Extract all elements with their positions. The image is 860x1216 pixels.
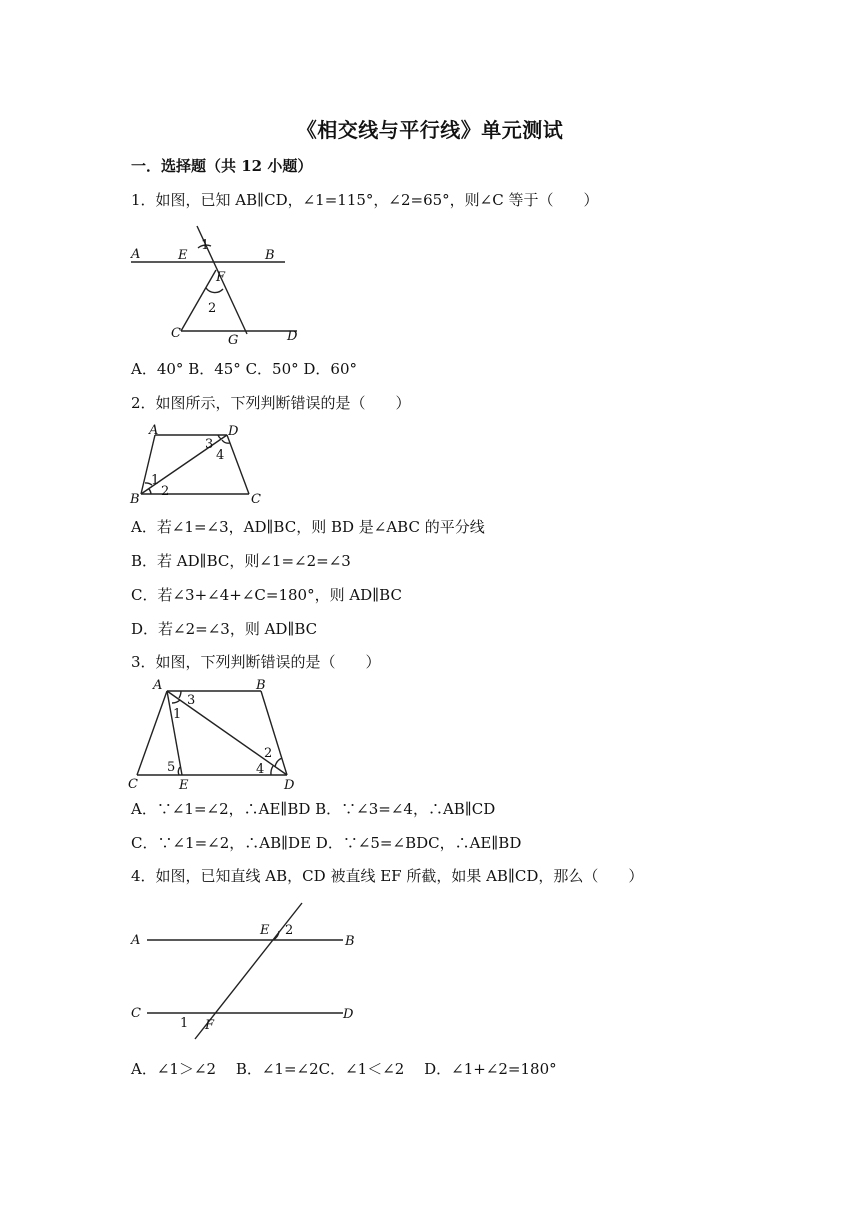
fig1-label-e: E: [178, 248, 188, 263]
question-1-figure: [125, 222, 305, 350]
fig1-label-2: 2: [208, 301, 217, 316]
fig3-label-d: D: [284, 778, 295, 793]
fig3-label-4: 4: [256, 762, 265, 777]
fig4-label-d: D: [343, 1007, 354, 1022]
fig4-label-b: B: [345, 934, 355, 949]
fig4-label-e: E: [260, 923, 270, 938]
question-2-stem: 2．如图所示，下列判断错误的是（ ）: [131, 394, 411, 412]
question-3-options-ab: A．∵∠1=∠2，∴AE∥BD B．∵∠3=∠4，∴AB∥CD: [131, 800, 496, 818]
fig1-label-d: D: [287, 329, 298, 344]
fig3-label-1: 1: [173, 707, 182, 722]
fig3-label-2: 2: [264, 746, 273, 761]
fig2-label-b: B: [130, 492, 140, 507]
question-2-option-c: C．若∠3+∠4+∠C=180°，则 AD∥BC: [131, 586, 402, 604]
fig2-label-1: 1: [151, 473, 160, 488]
fig1-label-c: C: [171, 326, 181, 341]
fig3-label-3: 3: [187, 693, 196, 708]
fig3-label-e: E: [179, 778, 189, 793]
question-2-figure: [125, 422, 265, 508]
fig4-label-c: C: [131, 1006, 141, 1021]
fig1-label-1: 1: [201, 238, 210, 253]
fig4-label-f: F: [205, 1018, 215, 1033]
fig3-label-a: A: [153, 678, 163, 693]
fig1-label-a: A: [131, 247, 141, 262]
question-1-stem: 1．如图，已知 AB∥CD，∠1=115°，∠2=65°，则∠C 等于（ ）: [131, 191, 599, 209]
question-1-options: A．40° B．45° C．50° D．60°: [131, 360, 358, 378]
fig4-label-a: A: [131, 933, 141, 948]
question-4-options: A．∠1＞∠2 B．∠1=∠2C．∠1＜∠2 D．∠1+∠2=180°: [131, 1060, 557, 1078]
fig3-label-c: C: [128, 777, 138, 792]
page-title: 《相交线与平行线》单元测试: [296, 118, 564, 142]
question-3-options-cd: C．∵∠1=∠2，∴AB∥DE D．∵∠5=∠BDC，∴AE∥BD: [131, 834, 522, 852]
fig2-label-3: 3: [205, 437, 214, 452]
fig2-label-d: D: [228, 424, 239, 439]
question-4-stem: 4．如图，已知直线 AB，CD 被直线 EF 所截，如果 AB∥CD，那么（ ）: [131, 867, 644, 885]
question-2-option-b: B．若 AD∥BC，则∠1=∠2=∠3: [131, 552, 351, 570]
question-4-figure: [125, 897, 360, 1043]
fig2-label-4: 4: [216, 448, 225, 463]
fig2-label-c: C: [251, 492, 261, 507]
question-2-option-a: A．若∠1=∠3，AD∥BC，则 BD 是∠ABC 的平分线: [131, 518, 485, 536]
fig4-label-2: 2: [285, 923, 294, 938]
fig2-label-a: A: [149, 423, 159, 438]
fig1-label-b: B: [265, 248, 275, 263]
fig1-label-g: G: [228, 333, 239, 348]
fig3-label-b: B: [256, 678, 266, 693]
fig4-label-1: 1: [180, 1016, 189, 1031]
question-2-option-d: D．若∠2=∠3，则 AD∥BC: [131, 620, 318, 638]
fig1-label-f: F: [216, 270, 226, 285]
section-heading: 一．选择题（共 12 小题）: [131, 157, 313, 175]
question-3-stem: 3．如图，下列判断错误的是（ ）: [131, 653, 381, 671]
fig3-label-5: 5: [167, 760, 176, 775]
fig2-label-2: 2: [161, 484, 170, 499]
question-3-figure: [125, 676, 300, 794]
